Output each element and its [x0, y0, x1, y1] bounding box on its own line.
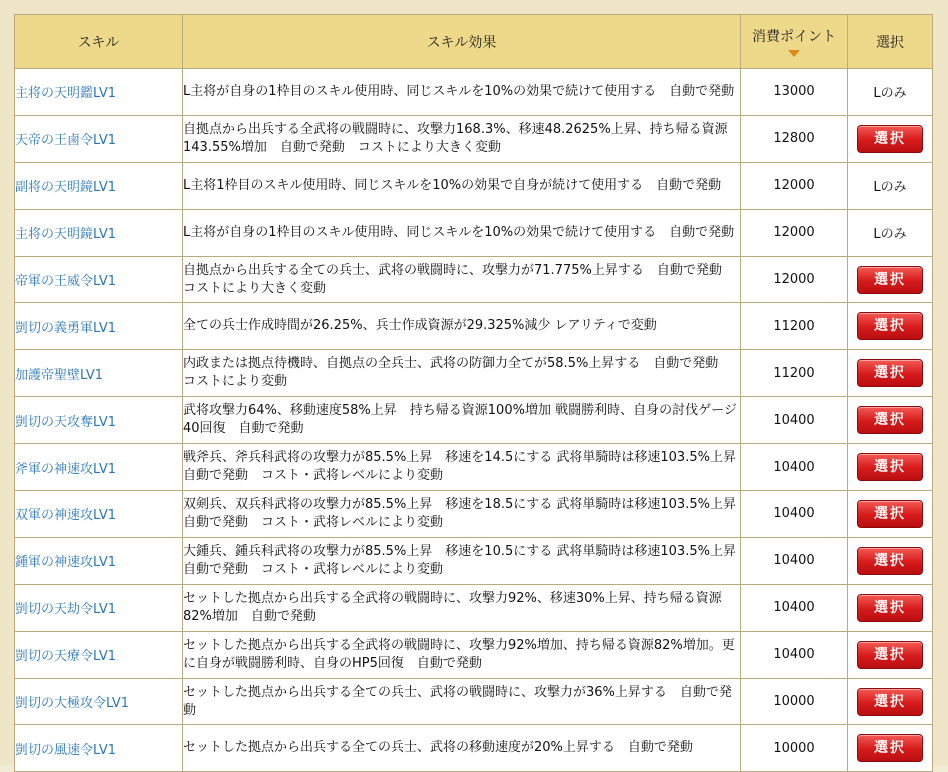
skill-name-link[interactable]: 主将の天明鑑LV1 — [15, 86, 116, 102]
skill-name-link[interactable]: 双軍の神速攻LV1 — [15, 508, 116, 524]
select-cell — [848, 256, 933, 303]
skill-name-link[interactable]: 帝軍の王威令LV1 — [15, 274, 116, 289]
skill-effect: 自拠点から出兵する全武将の戦闘時に、攻撃力168.3%、移速48.2625%上昇、持ち帰る資源143.55%増加 自動で発動 コストにより大きく変動 — [183, 115, 741, 162]
select-cell — [848, 69, 933, 116]
table-row — [15, 350, 933, 397]
skill-points: 12000 — [741, 256, 848, 303]
skill-effect: 戦斧兵、斧兵科武将の攻撃力が85.5%上昇 移速を14.5にする 武将単騎時は移速103.5%上昇 自動で発動 コスト・武将レベルにより変動 — [183, 444, 741, 491]
select-cell — [848, 584, 933, 631]
select-cell — [848, 631, 933, 678]
skill-effect: L主将1枠目のスキル使用時、同じスキルを10%の効果で自身が続けて使用する 自動で発動 — [183, 162, 741, 209]
table-row — [15, 209, 933, 256]
skill-effect: 双剣兵、双兵科武将の攻撃力が85.5%上昇 移速を18.5にする 武将単騎時は移速103.5%上昇 自動で発動 コスト・武将レベルにより変動 — [183, 491, 741, 538]
table-row — [15, 678, 933, 725]
skill-name-link[interactable]: 天帝の王鹵令LV1 — [15, 133, 116, 149]
skill-points: 10400 — [741, 631, 848, 678]
skill-name-cell — [15, 162, 183, 209]
skill-name-cell — [15, 350, 183, 397]
select-cell — [848, 209, 933, 256]
skill-points: 10400 — [741, 491, 848, 538]
skill-name-link[interactable]: 剴切の天劫令LV1 — [15, 602, 116, 618]
table-row — [15, 444, 933, 491]
skill-effect: 自拠点から出兵する全ての兵士、武将の戦闘時に、攻撃力が71.775%上昇する 自動で発動 コストにより大きく変動 — [183, 256, 741, 303]
select-cell — [848, 162, 933, 209]
skill-effect: 内政または拠点待機時、自拠点の全兵士、武将の防御力全てが58.5%上昇する 自動で発動 コストにより変動 — [183, 350, 741, 397]
skill-points: 12800 — [741, 115, 848, 162]
select-button[interactable]: 選択 — [857, 266, 923, 294]
skill-table — [14, 14, 933, 772]
skill-name-link[interactable]: 剴切の義勇軍LV1 — [15, 320, 116, 336]
table-header-row — [15, 15, 933, 69]
skill-name-link[interactable]: 剴切の天攻奪LV1 — [15, 414, 116, 430]
skill-effect: セットした拠点から出兵する全ての兵士、武将の戦闘時に、攻撃力が36%上昇する 自動で発動 — [183, 678, 741, 725]
select-button[interactable]: 選択 — [857, 500, 923, 528]
skill-name-link[interactable]: 副将の天明鏡LV1 — [15, 180, 116, 196]
select-button[interactable]: 選択 — [857, 594, 923, 622]
header-effect: スキル効果 — [183, 15, 741, 69]
select-cell — [848, 537, 933, 584]
skill-points: 10000 — [741, 678, 848, 725]
skill-name-cell — [15, 491, 183, 538]
select-button[interactable]: 選択 — [857, 453, 923, 481]
table-row — [15, 584, 933, 631]
skill-effect: 武将攻撃力64%、移動速度58%上昇 持ち帰る資源100%増加 戦闘勝利時、自身の討伐ゲージ40回復 自動で発動 — [183, 397, 741, 444]
table-row — [15, 491, 933, 538]
select-cell — [848, 491, 933, 538]
skill-name-cell — [15, 115, 183, 162]
select-button[interactable]: 選択 — [857, 359, 923, 387]
select-cell — [848, 678, 933, 725]
table-row — [15, 256, 933, 303]
select-cell — [848, 444, 933, 491]
table-row — [15, 631, 933, 678]
skill-name-link[interactable]: 斧軍の神速攻LV1 — [15, 461, 116, 477]
select-button[interactable]: 選択 — [857, 125, 923, 153]
table-row — [15, 303, 933, 350]
select-button[interactable]: 選択 — [857, 734, 923, 762]
select-cell — [848, 350, 933, 397]
header-select: 選択 — [848, 15, 933, 69]
skill-name-link[interactable]: 加護帝聖壁LV1 — [15, 367, 103, 383]
skill-effect: L主将が自身の1枠目のスキル使用時、同じスキルを10%の効果で続けて使用する 自動で発動 — [183, 209, 741, 256]
skill-name-cell — [15, 678, 183, 725]
leader-only-text: Lのみ — [873, 180, 907, 196]
skill-name-cell — [15, 444, 183, 491]
skill-name-cell — [15, 209, 183, 256]
skill-points: 12000 — [741, 209, 848, 256]
skill-points: 12000 — [741, 162, 848, 209]
select-button[interactable]: 選択 — [857, 688, 923, 716]
skill-name-link[interactable]: 鍾軍の神速攻LV1 — [15, 555, 116, 571]
select-cell — [848, 115, 933, 162]
skill-effect: 全ての兵士作成時間が26.25%、兵士作成資源が29.325%減少 レアリティで変動 — [183, 303, 741, 350]
header-points[interactable] — [741, 15, 848, 69]
table-row — [15, 537, 933, 584]
sort-down-icon[interactable] — [788, 50, 800, 57]
skill-points: 10000 — [741, 725, 848, 772]
skill-name-link[interactable]: 主将の天明鏡LV1 — [15, 227, 116, 243]
skill-name-cell — [15, 256, 183, 303]
skill-name-link[interactable]: 剴切の天療令LV1 — [15, 649, 116, 665]
skill-name-cell — [15, 537, 183, 584]
select-button[interactable]: 選択 — [857, 547, 923, 575]
skill-points: 13000 — [741, 69, 848, 116]
skill-effect: セットした拠点から出兵する全ての兵士、武将の移動速度が20%上昇する 自動で発動 — [183, 725, 741, 772]
leader-only-text: Lのみ — [873, 227, 907, 243]
skill-effect: 大鍾兵、鍾兵科武将の攻撃力が85.5%上昇 移速を10.5にする 武将単騎時は移速103.5%上昇 自動で発動 コスト・武将レベルにより変動 — [183, 537, 741, 584]
select-button[interactable]: 選択 — [857, 312, 923, 340]
skill-name-cell — [15, 631, 183, 678]
select-cell — [848, 303, 933, 350]
select-cell — [848, 397, 933, 444]
skill-table-body — [15, 69, 933, 772]
skill-name-cell — [15, 397, 183, 444]
header-skill: スキル — [15, 15, 183, 69]
select-button[interactable]: 選択 — [857, 641, 923, 669]
skill-points: 10400 — [741, 397, 848, 444]
table-row — [15, 69, 933, 116]
skill-points: 11200 — [741, 350, 848, 397]
header-points-label[interactable]: 消費ポイント — [752, 29, 836, 45]
skill-name-cell — [15, 69, 183, 116]
select-button[interactable]: 選択 — [857, 406, 923, 434]
skill-points: 10400 — [741, 584, 848, 631]
table-row — [15, 115, 933, 162]
table-row — [15, 397, 933, 444]
skill-points: 10400 — [741, 444, 848, 491]
skill-name-cell — [15, 584, 183, 631]
skill-name-cell — [15, 303, 183, 350]
skill-points: 10400 — [741, 537, 848, 584]
skill-effect: セットした拠点から出兵する全武将の戦闘時に、攻撃力92%増加、持ち帰る資源82%増加。更に自身が戦闘勝利時、自身のHP5回復 自動で発動 — [183, 631, 741, 678]
skill-points: 11200 — [741, 303, 848, 350]
skill-name-link[interactable]: 剴切の大極攻令LV1 — [15, 696, 129, 712]
skill-name-link[interactable]: 剴切の風速令LV1 — [15, 742, 116, 758]
skill-effect: セットした拠点から出兵する全武将の戦闘時に、攻撃力92%、移速30%上昇、持ち帰る資源82%増加 自動で発動 — [183, 584, 741, 631]
table-row — [15, 162, 933, 209]
skill-effect: L主将が自身の1枠目のスキル使用時、同じスキルを10%の効果で続けて使用する 自動で発動 — [183, 69, 741, 116]
leader-only-text: Lのみ — [873, 86, 907, 102]
